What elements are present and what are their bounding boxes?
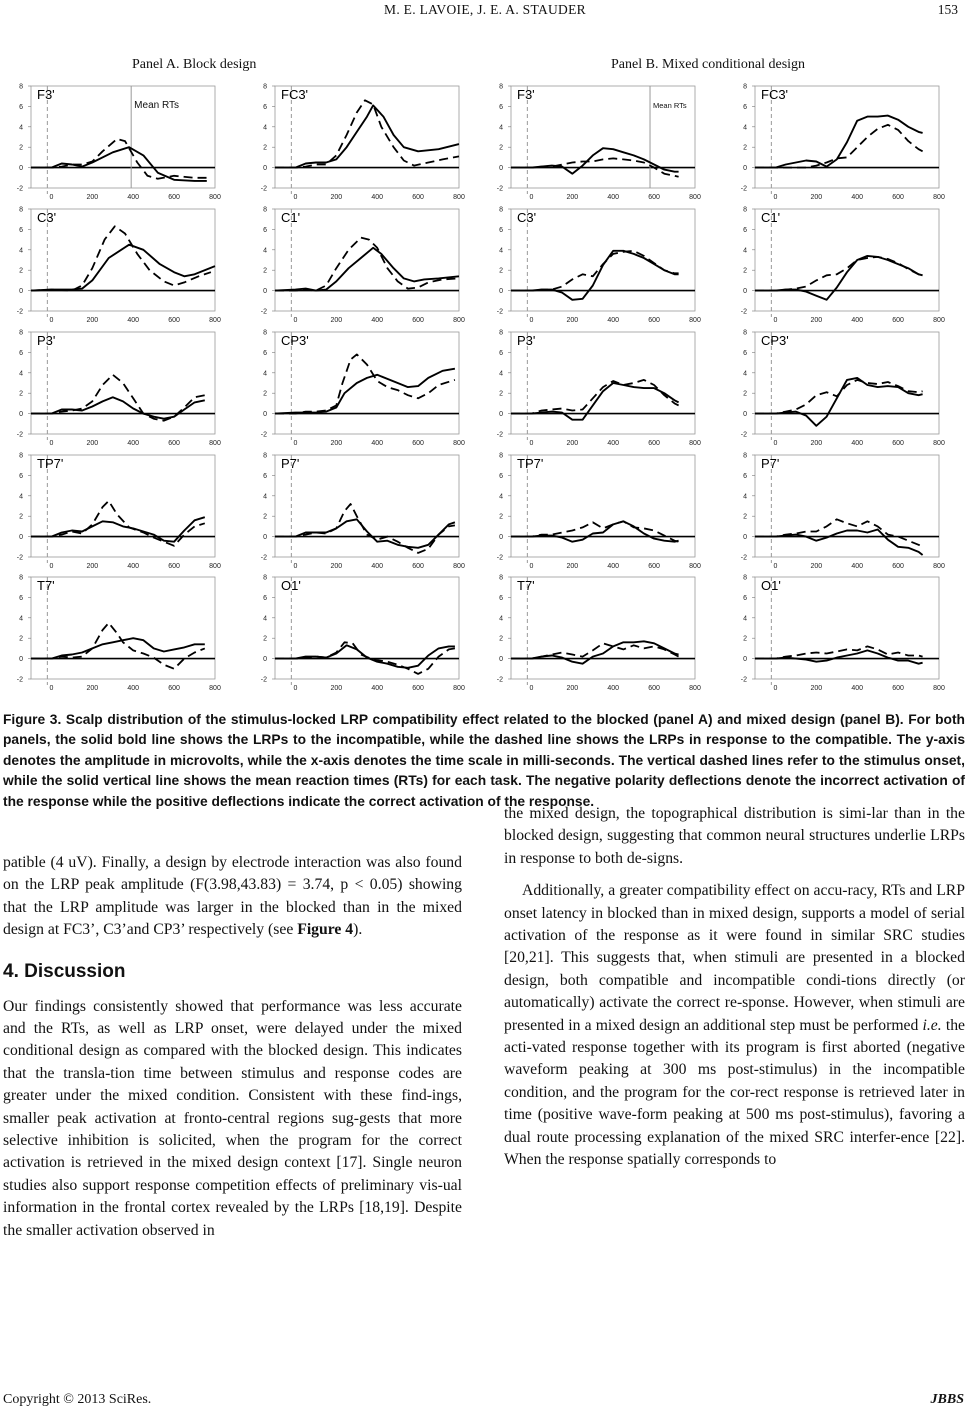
y-tick-label: -2	[740, 676, 747, 684]
electrode-label: P7'	[761, 456, 780, 471]
y-tick-label: 0	[19, 534, 23, 542]
x-tick-label: 400	[127, 194, 140, 201]
y-tick-label: 6	[263, 103, 267, 111]
y-tick-label: 4	[263, 370, 267, 378]
right-column	[504, 803, 965, 1172]
figure-caption: Figure 3. Scalp distribution of the stimulus-locked LRP compatibility effect related to the blocked (panel A) and mixed design (panel B). For both panels, the solid bold line shows the LRPs to the incompatible, while the dashed line shows the LRPs in response to the compatible. The y-axis denotes the amplitude in microvolts, while the x-axis denotes the time scale in milli-seconds. The vertical dashed lines refer to the stimulus onset, while the solid vertical line shows the mean reaction times (RTs) for each task. The negative polarity deflections denote the incorrect activation of the response while the positive deflections indicate the correct activation of the response.	[3, 712, 965, 809]
y-tick-label: 4	[743, 615, 747, 623]
lrp-plot	[17, 207, 221, 325]
y-tick-label: 8	[743, 329, 747, 337]
y-tick-label: 0	[499, 288, 503, 296]
x-tick-label: 800	[933, 685, 945, 692]
y-tick-label: 2	[263, 267, 267, 275]
x-tick-label: 800	[453, 440, 465, 447]
y-tick-label: 4	[263, 124, 267, 132]
x-tick-label: 200	[566, 685, 579, 692]
electrode-label: CP3'	[281, 333, 309, 348]
x-tick-label: 800	[209, 563, 221, 570]
y-tick-label: -2	[260, 431, 267, 439]
y-tick-label: 8	[19, 574, 23, 582]
y-tick-label: 2	[19, 390, 23, 398]
y-tick-label: 4	[743, 493, 747, 501]
x-tick-label: 400	[607, 317, 620, 324]
y-tick-label: 8	[499, 452, 503, 460]
plot-frame	[31, 577, 215, 679]
x-tick-label: 400	[607, 563, 620, 570]
x-tick-label: 800	[933, 440, 945, 447]
y-tick-label: -2	[16, 185, 23, 193]
y-tick-label: -2	[16, 554, 23, 562]
plot-frame	[31, 86, 215, 188]
panel-b-title: Panel B. Mixed conditional design	[611, 57, 806, 72]
y-tick-label: 6	[19, 103, 23, 111]
y-tick-label: -2	[740, 554, 747, 562]
y-tick-label: -2	[260, 185, 267, 193]
y-tick-label: -2	[740, 185, 747, 193]
lrp-plot	[741, 330, 945, 448]
y-tick-label: 8	[743, 83, 747, 91]
x-tick-label: 0	[293, 685, 298, 692]
mean-rt-label: Mean RTs	[134, 100, 180, 111]
y-tick-label: 0	[263, 411, 267, 419]
y-tick-label: 2	[19, 513, 23, 521]
lrp-plot	[497, 453, 701, 571]
y-tick-label: 4	[499, 124, 503, 132]
y-tick-label: -2	[496, 431, 503, 439]
x-tick-label: 800	[209, 317, 221, 324]
y-tick-label: 2	[743, 267, 747, 275]
x-tick-label: 600	[892, 685, 904, 692]
lrp-plot	[261, 330, 465, 448]
plot-frame	[31, 209, 215, 311]
panel-a-title: Panel A. Block design	[132, 57, 257, 72]
x-tick-label: 600	[412, 563, 424, 570]
y-tick-label: 8	[263, 329, 267, 337]
y-tick-label: 8	[19, 329, 23, 337]
electrode-label: P3'	[37, 333, 56, 348]
y-tick-label: 8	[499, 83, 503, 91]
x-tick-label: 400	[127, 317, 140, 324]
y-tick-label: 0	[743, 288, 747, 296]
x-tick-label: 200	[86, 685, 99, 692]
y-tick-label: 2	[743, 513, 747, 521]
y-tick-label: 8	[499, 206, 503, 214]
lrp-plot	[17, 84, 221, 202]
y-tick-label: 6	[263, 594, 267, 602]
x-tick-label: 0	[49, 685, 54, 692]
x-tick-label: 0	[49, 317, 54, 324]
electrode-label: F3'	[517, 87, 535, 102]
y-tick-label: 2	[499, 390, 503, 398]
x-tick-label: 400	[851, 194, 864, 201]
x-tick-label: 200	[330, 440, 343, 447]
y-tick-label: 4	[263, 615, 267, 623]
electrode-label: C3'	[37, 210, 57, 225]
x-tick-label: 800	[689, 685, 701, 692]
y-tick-label: 4	[499, 370, 503, 378]
y-tick-label: 0	[263, 288, 267, 296]
y-tick-label: -2	[260, 554, 267, 562]
x-tick-label: 600	[168, 194, 180, 201]
lrp-plot	[741, 207, 945, 325]
y-tick-label: -2	[740, 431, 747, 439]
electrode-label: C1'	[281, 210, 301, 225]
x-tick-label: 0	[293, 194, 298, 201]
y-tick-label: 6	[499, 103, 503, 111]
x-tick-label: 600	[168, 440, 180, 447]
x-tick-label: 800	[933, 194, 945, 201]
page-number: 153	[937, 2, 958, 17]
paragraph-text: Additionally, a greater compatibility effect on accu-racy, RTs and LRP onset latency in blocked than in mixed design, supports a model of serial activation of the response as it were found in similar SRC studies [20,21]. This suggests that, when stimuli are presented in a blocked design, both compatible and incompatible condi-tions directly (or automatically) activate the correct re-sponse. However, when stimuli are presented in a mixed design an additional step must be performed	[504, 882, 965, 1034]
x-tick-label: 600	[648, 685, 660, 692]
y-tick-label: 6	[743, 349, 747, 357]
y-tick-label: 0	[19, 165, 23, 173]
y-tick-label: 2	[499, 144, 503, 152]
x-tick-label: 200	[566, 563, 579, 570]
y-tick-label: 6	[263, 349, 267, 357]
y-tick-label: 0	[743, 534, 747, 542]
x-tick-label: 200	[330, 194, 343, 201]
y-tick-label: 2	[499, 635, 503, 643]
y-tick-label: 8	[263, 452, 267, 460]
y-tick-label: 2	[19, 635, 23, 643]
y-tick-label: 4	[499, 493, 503, 501]
x-tick-label: 800	[933, 563, 945, 570]
y-tick-label: 2	[263, 144, 267, 152]
paragraph: Our findings consistently showed that performance was less accurate and the RTs, as well as LRP onset, were delayed under the mixed conditional design as compared with the blocked design. This indicates that the transla-tion time between stimulus and response codes are greater under the mixed condition. Consistent with these find-ings, smaller peak activation at fronto-central regions sug-gests that more selective inhibition is solicited, when the program for the correct activation is retrieved in the mixed design context [17]. Single neuron studies also support response competition effects of preliminary vis-ual information in the frontal cortex revealed by the LRPs [18,19]. Despite the smaller activation observed in	[3, 997, 462, 1239]
lrp-plot	[17, 453, 221, 571]
x-tick-label: 200	[810, 563, 823, 570]
y-tick-label: 2	[19, 144, 23, 152]
lrp-plot	[17, 575, 221, 693]
x-tick-label: 400	[607, 685, 620, 692]
y-tick-label: 6	[499, 472, 503, 480]
y-tick-label: -2	[740, 308, 747, 316]
x-tick-label: 400	[851, 685, 864, 692]
electrode-label: TP7'	[517, 456, 544, 471]
plot-frame	[275, 209, 459, 311]
lrp-plot	[17, 330, 221, 448]
y-tick-label: 0	[19, 656, 23, 664]
x-tick-label: 200	[86, 317, 99, 324]
x-tick-label: 600	[412, 440, 424, 447]
x-tick-label: 400	[851, 317, 864, 324]
plot-frame	[511, 209, 695, 311]
y-tick-label: 2	[19, 267, 23, 275]
y-tick-label: 2	[263, 635, 267, 643]
y-tick-label: -2	[496, 554, 503, 562]
electrode-label: T7'	[37, 578, 55, 593]
x-tick-label: 600	[892, 563, 904, 570]
paragraph-text: i.e.	[922, 1016, 942, 1034]
y-tick-label: 4	[19, 493, 23, 501]
section-heading: 4. Discussion	[3, 960, 126, 982]
y-tick-label: 8	[19, 452, 23, 460]
journal-name: JBBS	[930, 1392, 964, 1407]
y-tick-label: -2	[16, 431, 23, 439]
y-tick-label: 4	[499, 247, 503, 255]
running-head-authors: M. E. LAVOIE, J. E. A. STAUDER	[384, 2, 586, 17]
y-tick-label: 6	[19, 472, 23, 480]
y-tick-label: 6	[743, 226, 747, 234]
y-tick-label: 0	[743, 656, 747, 664]
x-tick-label: 600	[412, 194, 424, 201]
x-tick-label: 0	[529, 317, 534, 324]
x-tick-label: 0	[49, 440, 54, 447]
x-tick-label: 200	[330, 563, 343, 570]
plot-frame	[755, 455, 939, 557]
paragraph-text: patible (4 uV). Finally, a design by electrode interaction was also found on the LRP peak amplitude (F(3.98,43.83) = 3.74, p < 0.05) showing that the LRP amplitude was larger in the blocked than in the mixed design at FC3’, C3’and CP3’ respectively (see	[3, 854, 462, 939]
lrp-figure	[0, 0, 970, 700]
lrp-plot	[261, 453, 465, 571]
x-tick-label: 0	[49, 194, 54, 201]
y-tick-label: 4	[19, 370, 23, 378]
y-tick-label: 6	[19, 594, 23, 602]
x-tick-label: 400	[371, 194, 384, 201]
y-tick-label: 0	[499, 411, 503, 419]
lrp-plot	[497, 575, 701, 693]
plot-frame	[755, 209, 939, 311]
y-tick-label: 2	[743, 144, 747, 152]
electrode-label: CP3'	[761, 333, 789, 348]
x-tick-label: 800	[209, 685, 221, 692]
paragraph	[3, 852, 462, 942]
electrode-label: FC3'	[281, 87, 309, 102]
x-tick-label: 400	[127, 563, 140, 570]
x-tick-label: 600	[412, 317, 424, 324]
lrp-plot	[741, 575, 945, 693]
x-tick-label: 600	[168, 563, 180, 570]
lrp-plot	[497, 330, 701, 448]
lrp-plot	[741, 453, 945, 571]
x-tick-label: 200	[566, 440, 579, 447]
y-tick-label: 6	[743, 472, 747, 480]
x-tick-label: 400	[371, 685, 384, 692]
y-tick-label: 4	[263, 493, 267, 501]
y-tick-label: 4	[19, 124, 23, 132]
copyright: Copyright © 2013 SciRes.	[3, 1392, 152, 1407]
y-tick-label: 8	[743, 452, 747, 460]
y-tick-label: 0	[19, 288, 23, 296]
y-tick-label: 6	[263, 226, 267, 234]
x-tick-label: 600	[412, 685, 424, 692]
x-tick-label: 0	[773, 563, 778, 570]
x-tick-label: 0	[773, 685, 778, 692]
electrode-label: C3'	[517, 210, 537, 225]
y-tick-label: 2	[263, 513, 267, 521]
y-tick-label: 2	[743, 635, 747, 643]
x-tick-label: 600	[648, 194, 660, 201]
electrode-label: FC3'	[761, 87, 789, 102]
y-tick-label: 0	[743, 165, 747, 173]
y-tick-label: 4	[743, 247, 747, 255]
x-tick-label: 800	[689, 563, 701, 570]
plot-frame	[511, 332, 695, 434]
plot-frame	[755, 577, 939, 679]
lrp-plot	[497, 207, 701, 325]
x-tick-label: 200	[566, 194, 579, 201]
x-tick-label: 800	[689, 440, 701, 447]
x-tick-label: 0	[529, 685, 534, 692]
x-tick-label: 0	[293, 317, 298, 324]
x-tick-label: 400	[851, 440, 864, 447]
x-tick-label: 800	[453, 317, 465, 324]
y-tick-label: 6	[263, 472, 267, 480]
x-tick-label: 0	[529, 563, 534, 570]
y-tick-label: 8	[743, 574, 747, 582]
lrp-plot	[261, 84, 465, 202]
electrode-label: O1'	[281, 578, 301, 593]
y-tick-label: -2	[260, 308, 267, 316]
y-tick-label: 4	[19, 615, 23, 623]
x-tick-label: 200	[566, 317, 579, 324]
plot-frame	[275, 577, 459, 679]
lrp-plot	[261, 575, 465, 693]
x-tick-label: 600	[648, 440, 660, 447]
mean-rt-label: Mean RTs	[653, 101, 687, 110]
y-tick-label: 6	[19, 349, 23, 357]
x-tick-label: 400	[371, 440, 384, 447]
y-tick-label: -2	[496, 308, 503, 316]
x-tick-label: 0	[293, 563, 298, 570]
y-tick-label: 6	[743, 103, 747, 111]
x-tick-label: 400	[127, 440, 140, 447]
y-tick-label: 2	[499, 513, 503, 521]
y-tick-label: 0	[499, 656, 503, 664]
x-tick-label: 800	[209, 194, 221, 201]
x-tick-label: 800	[689, 317, 701, 324]
y-tick-label: 6	[743, 594, 747, 602]
plot-frame	[31, 332, 215, 434]
x-tick-label: 600	[892, 317, 904, 324]
x-tick-label: 0	[773, 194, 778, 201]
y-tick-label: 2	[743, 390, 747, 398]
x-tick-label: 600	[648, 317, 660, 324]
left-column	[3, 852, 462, 1242]
y-tick-label: 0	[743, 411, 747, 419]
x-tick-label: 400	[851, 563, 864, 570]
y-tick-label: 4	[263, 247, 267, 255]
paragraph: the mixed design, the topographical distribution is simi-lar than in the blocked design, suggesting that common neural structures underlie LRPs in response to both de-signs.	[504, 805, 965, 867]
y-tick-label: 8	[19, 206, 23, 214]
y-tick-label: -2	[260, 676, 267, 684]
x-tick-label: 200	[86, 194, 99, 201]
y-tick-label: -2	[496, 676, 503, 684]
paragraph-text: ).	[353, 921, 363, 939]
lrp-plot	[497, 84, 701, 202]
x-tick-label: 600	[892, 440, 904, 447]
electrode-label: C1'	[761, 210, 781, 225]
y-tick-label: -2	[16, 676, 23, 684]
y-tick-label: 6	[499, 349, 503, 357]
paragraph	[504, 880, 965, 1171]
x-tick-label: 800	[933, 317, 945, 324]
y-tick-label: 4	[743, 370, 747, 378]
y-tick-label: -2	[496, 185, 503, 193]
x-tick-label: 800	[689, 194, 701, 201]
y-tick-label: 0	[263, 165, 267, 173]
x-tick-label: 200	[810, 440, 823, 447]
x-tick-label: 0	[529, 194, 534, 201]
x-tick-label: 400	[607, 440, 620, 447]
x-tick-label: 400	[371, 317, 384, 324]
y-tick-label: 8	[499, 574, 503, 582]
y-tick-label: 6	[499, 594, 503, 602]
x-tick-label: 0	[49, 563, 54, 570]
electrode-label: T7'	[517, 578, 535, 593]
x-tick-label: 800	[453, 194, 465, 201]
x-tick-label: 200	[86, 440, 99, 447]
x-tick-label: 600	[168, 685, 180, 692]
y-tick-label: 6	[19, 226, 23, 234]
x-tick-label: 400	[371, 563, 384, 570]
y-tick-label: 0	[263, 656, 267, 664]
lrp-plot	[741, 84, 945, 202]
y-tick-label: 8	[263, 574, 267, 582]
electrode-label: TP7'	[37, 456, 64, 471]
y-tick-label: 8	[19, 83, 23, 91]
x-tick-label: 200	[810, 317, 823, 324]
y-tick-label: 0	[19, 411, 23, 419]
paragraph-text: the acti-vated response together with its program is first aborted (negative waveform peaking at 300 ms post-stimulus) in the incompatible condition, and the program for the cor-rect response is retrieved later in time (positive wave-form peaking at 500 ms post-stimulus), favoring a dual route processing explanation of the mixed SRC interfer-ence [22]. When the response spatially corresponds to	[504, 1016, 965, 1169]
electrode-label: P7'	[281, 456, 300, 471]
y-tick-label: 2	[499, 267, 503, 275]
x-tick-label: 600	[648, 563, 660, 570]
y-tick-label: 4	[19, 247, 23, 255]
x-tick-label: 200	[810, 194, 823, 201]
figure-4-reference[interactable]: Figure 4	[297, 921, 354, 939]
x-tick-label: 800	[453, 563, 465, 570]
y-tick-label: 0	[499, 165, 503, 173]
electrode-label: F3'	[37, 87, 55, 102]
x-tick-label: 200	[810, 685, 823, 692]
y-tick-label: 8	[743, 206, 747, 214]
y-tick-label: 8	[263, 83, 267, 91]
x-tick-label: 200	[330, 317, 343, 324]
electrode-label: P3'	[517, 333, 536, 348]
y-tick-label: 0	[499, 534, 503, 542]
x-tick-label: 800	[209, 440, 221, 447]
lrp-plot	[261, 207, 465, 325]
x-tick-label: 200	[86, 563, 99, 570]
x-tick-label: 800	[453, 685, 465, 692]
x-tick-label: 600	[892, 194, 904, 201]
x-tick-label: 400	[127, 685, 140, 692]
y-tick-label: 6	[499, 226, 503, 234]
plot-frame	[511, 577, 695, 679]
x-tick-label: 0	[293, 440, 298, 447]
y-tick-label: 8	[263, 206, 267, 214]
y-tick-label: 4	[743, 124, 747, 132]
x-tick-label: 0	[529, 440, 534, 447]
x-tick-label: 0	[773, 317, 778, 324]
y-tick-label: 0	[263, 534, 267, 542]
electrode-label: O1'	[761, 578, 781, 593]
y-tick-label: 2	[263, 390, 267, 398]
x-tick-label: 0	[773, 440, 778, 447]
x-tick-label: 600	[168, 317, 180, 324]
x-tick-label: 200	[330, 685, 343, 692]
y-tick-label: -2	[16, 308, 23, 316]
y-tick-label: 8	[499, 329, 503, 337]
y-tick-label: 4	[499, 615, 503, 623]
x-tick-label: 400	[607, 194, 620, 201]
